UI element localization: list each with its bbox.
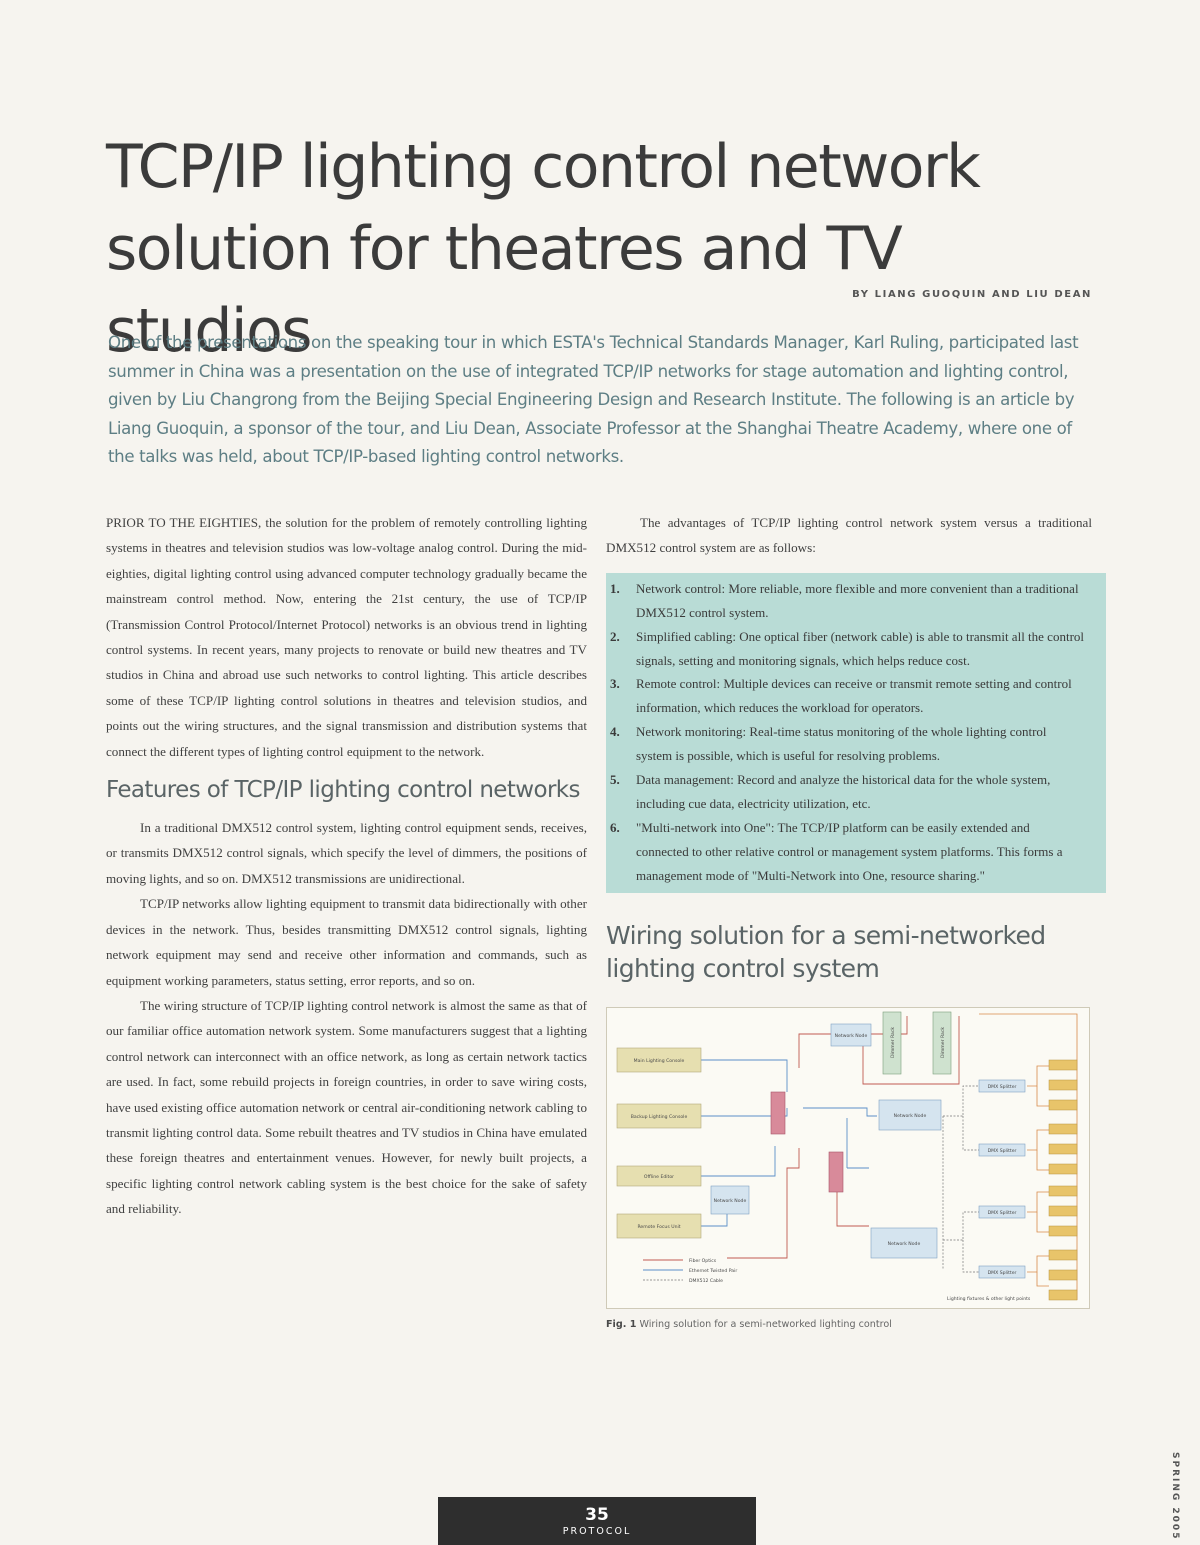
console-label: Offline Editor <box>643 1174 675 1180</box>
advantage-number: 4. <box>610 724 620 740</box>
advantage-item <box>610 577 1084 625</box>
rack-label: Dimmer Rack <box>891 1026 896 1058</box>
advantage-text: Remote control: Multiple devices can receive or transmit remote setting and control information, which reduces the workload for operators. <box>636 676 1072 716</box>
advantage-number: 6. <box>610 819 620 835</box>
wiring-heading-line-1: Wiring solution for a semi-networked <box>606 920 1046 950</box>
dimmer-racks <box>883 1012 951 1074</box>
section-heading-wiring <box>606 919 1092 985</box>
legend-fiber: Fiber Optics <box>689 1258 717 1264</box>
fixture-boxes <box>1049 1060 1077 1300</box>
advantages-box <box>606 573 1106 893</box>
legend-ethernet: Ethernet Twisted Pair <box>689 1268 738 1274</box>
right-column <box>606 510 1092 1330</box>
byline: BY LIANG GUOQUIN AND LIU DEAN <box>852 289 1092 300</box>
console-label: Backup Lighting Console <box>630 1114 688 1120</box>
body-paragraph-3: TCP/IP networks allow lighting equipment to transmit data bidirectionally with other devices in the network. Thus, besides transmitting DMX512 control signals, lighting network equipment may send and receive other information and commands, such as equipment working parameters, status setting, error reports, and so on. <box>106 896 587 988</box>
advantage-number: 1. <box>610 580 620 596</box>
advantage-item <box>610 768 1084 816</box>
node-label: Network Node <box>834 1033 868 1039</box>
publication-name: PROTOCOL <box>562 1526 632 1537</box>
body-paragraph-4: The wiring structure of TCP/IP lighting control network is almost the same as that of our familiar office automation network system. Some manufacturers suggest that a lighting control network can interconnect with an office network, as long as certain network tactics are used. In fact, some rebuild projects in foreign countries, in order to save wiring costs, have used existing office automation network or central air-conditioning network cabling to transmit lighting control data. Some rebuilt theatres and TV studios in China have emulated these foreign theatres and entertainment venues. However, for newly built projects, a specific lighting control network cabling system is the best choice for the sake of safety and reliability. <box>106 997 587 1217</box>
splitter-label: DMX Splitter <box>987 1084 1017 1090</box>
page-number: 35 <box>585 1505 609 1525</box>
advantage-item <box>610 672 1084 720</box>
wiring-diagram-figure <box>606 1007 1090 1309</box>
issue-label: SPRING 2005 <box>1170 1452 1180 1541</box>
splitter-label: DMX Splitter <box>987 1210 1017 1216</box>
advantage-item <box>610 816 1084 888</box>
wiring-heading-line-2: lighting control system <box>606 953 880 983</box>
title-line-1: TCP/IP lighting control network <box>106 132 980 202</box>
body-paragraph-2: In a traditional DMX512 control system, lighting control equipment sends, receives, or transmits DMX512 control signals, which specify the level of dimmers, the positions of moving lights, and so on. DMX512 transmissions are unidirectional. <box>106 820 587 886</box>
fiber-optic-lines <box>727 1016 959 1258</box>
console-label: Main Lighting Console <box>633 1058 685 1064</box>
advantage-item <box>610 625 1084 673</box>
fixtures-label: Lighting fixtures & other light points <box>947 1296 1031 1302</box>
advantage-text: "Multi-network into One": The TCP/IP platform can be easily extended and connected to other relative control or management system platforms. This forms a management mode of "Multi-Network into One, resource sharing." <box>636 819 1063 883</box>
advantage-text: Simplified cabling: One optical fiber (network cable) is able to transmit all the control signals, setting and monitoring signals, which helps reduce cost. <box>636 628 1085 668</box>
advantages-intro: The advantages of TCP/IP lighting control network system versus a traditional DMX512 control system are as follows: <box>606 515 1092 556</box>
legend-dmx: DMX512 Cable <box>689 1278 723 1284</box>
advantage-text: Data management: Record and analyze the historical data for the whole system, including cue data, electricity utilization, etc. <box>636 772 1051 811</box>
advantage-number: 2. <box>610 628 620 644</box>
advantage-text: Network monitoring: Real-time status monitoring of the whole lighting control system is possible, which is useful for resolving problems. <box>636 724 1047 764</box>
page-footer <box>438 1497 756 1545</box>
advantage-number: 5. <box>610 772 620 788</box>
dmx-lines <box>943 1086 979 1272</box>
node-label: Network Node <box>893 1113 927 1119</box>
rack-label: Dimmer Rack <box>941 1026 946 1058</box>
caption-text: Wiring solution for a semi-networked lighting control <box>639 1318 892 1330</box>
network-switches <box>771 1092 843 1192</box>
node-label: Network Node <box>713 1198 747 1204</box>
lighting-consoles <box>617 1048 701 1238</box>
dmx-splitters <box>979 1080 1025 1278</box>
title-line-2: solution for theatres and TV studios <box>106 214 902 366</box>
section-heading-features: Features of TCP/IP lighting control networks <box>106 777 580 804</box>
console-label: Remote Focus Unit <box>637 1224 681 1230</box>
advantage-number: 3. <box>610 676 620 692</box>
body-paragraph-1: PRIOR TO THE EIGHTIES, the solution for the problem of remotely controlling lighting systems in theatres and television studios was low-voltage analog control. During the mid-eighties, digital lighting control using advanced computer technology gradually became the mainstream control method. Now, entering the 21st century, the use of TCP/IP (Transmission Control Protocol/Internet Protocol) networks is an obvious trend in lighting control systems. In recent years, many projects to renovate or build new theatres and TV studios in China and abroad use such networks to control lighting. This article describes some of these TCP/IP lighting control solutions in theatres and television studios, and points out the wiring structures, and the signal transmission and distribution systems that connect the different types of lighting control equipment to the network. <box>106 515 587 759</box>
diagram-legend <box>643 1258 737 1284</box>
wiring-diagram <box>607 1008 1089 1308</box>
network-nodes <box>711 1024 941 1258</box>
left-column <box>106 510 587 1222</box>
advantage-text: Network control: More reliable, more flexible and more convenient than a traditional DMX512 control system. <box>636 580 1079 620</box>
advantage-item <box>610 720 1084 768</box>
splitter-label: DMX Splitter <box>987 1270 1017 1276</box>
node-label: Network Node <box>887 1241 921 1247</box>
splitter-label: DMX Splitter <box>987 1148 1017 1154</box>
figure-caption <box>606 1319 1092 1330</box>
caption-label: Fig. 1 <box>606 1318 637 1330</box>
intro-paragraph: One of the presentations on the speaking tour in which ESTA's Technical Standards Manager, Karl Ruling, participated last summer in China was a presentation on the use of integrated TCP/IP networks for stage automation and lighting control, given by Liu Changrong from the Beijing Special Engineering Design and Research Institute. The following is an article by Liang Guoquin, a sponsor of the tour, and Liu Dean, Associate Professor at the Shanghai Theatre Academy, where one of the talks was held, about TCP/IP-based lighting control networks. <box>108 333 1079 467</box>
